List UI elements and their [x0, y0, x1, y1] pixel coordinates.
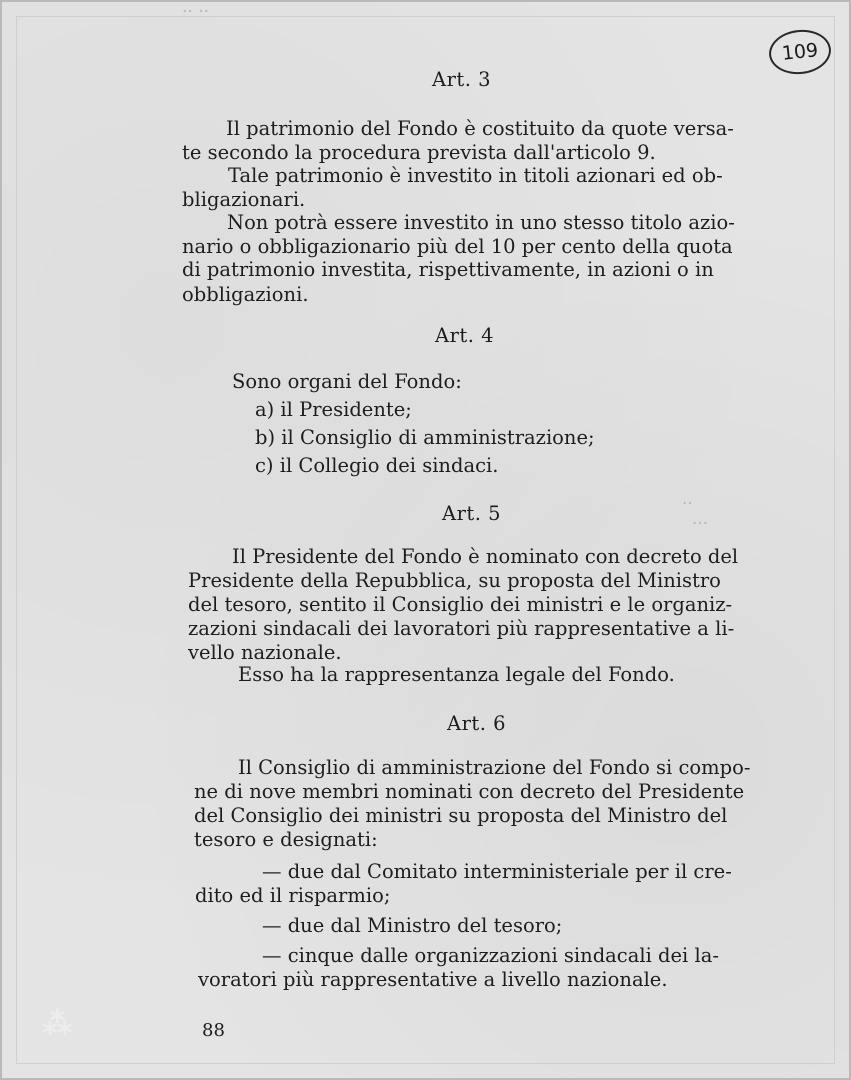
list-item: — due dal Comitato interministeriale per il cre- — [262, 860, 732, 883]
text-line: del tesoro, sentito il Consiglio dei ministri e le organiz- — [188, 593, 733, 616]
list-item: a) il Presidente; — [255, 398, 412, 421]
text-line: Il Consiglio di amministrazione del Fondo si compo- — [238, 756, 751, 779]
text-line: Non potrà essere investito in uno stesso titolo azio- — [227, 211, 735, 234]
text-line: voratori più rappresentative a livello nazionale. — [198, 968, 668, 991]
text-line: vello nazionale. — [188, 641, 342, 664]
text-line: Tale patrimonio è investito in titoli azionari ed ob- — [228, 164, 723, 187]
text-line: di patrimonio investita, rispettivamente, in azioni o in — [182, 258, 714, 281]
page-stamp: 109 — [767, 27, 833, 77]
article-heading: Art. 3 — [432, 68, 492, 91]
list-item: c) il Collegio dei sindaci. — [255, 454, 499, 477]
text-line: Il Presidente del Fondo è nominato con decreto del — [232, 545, 739, 568]
text-line: bligazionari. — [182, 188, 306, 211]
text-line: del Consiglio dei ministri su proposta del Ministro del — [194, 804, 728, 827]
article-heading: Art. 6 — [447, 712, 507, 735]
text-line: Sono organi del Fondo: — [232, 370, 462, 393]
text-line: Presidente della Repubblica, su proposta del Ministro — [188, 569, 721, 592]
bleed-through-text: ··· — [692, 514, 709, 534]
article-heading: Art. 5 — [442, 502, 502, 525]
text-line: ne di nove membri nominati con decreto del Presidente — [194, 780, 745, 803]
text-line: zazioni sindacali dei lavoratori più rappresentative a li- — [188, 617, 735, 640]
text-line: dito ed il risparmio; — [195, 884, 391, 907]
scan-watermark: ⁂ — [42, 1007, 75, 1042]
text-line: nario o obbligazionario più del 10 per cento della quota — [182, 235, 733, 258]
bleed-through-text: ·· — [682, 494, 693, 514]
text-line: Il patrimonio del Fondo è costituito da quote versa- — [226, 117, 734, 140]
bleed-through-text: ·· ·· — [182, 2, 210, 22]
text-line: tesoro e designati: — [194, 828, 378, 851]
list-item: b) il Consiglio di amministrazione; — [255, 426, 595, 449]
text-line: obbligazioni. — [182, 283, 309, 306]
article-heading: Art. 4 — [435, 324, 495, 347]
list-item: — due dal Ministro del tesoro; — [262, 914, 563, 937]
list-item: — cinque dalle organizzazioni sindacali dei la- — [262, 944, 719, 967]
page-number: 88 — [202, 1020, 225, 1041]
text-line: te secondo la procedura prevista dall'articolo 9. — [182, 141, 656, 164]
text-line: Esso ha la rappresentanza legale del Fondo. — [238, 663, 675, 686]
